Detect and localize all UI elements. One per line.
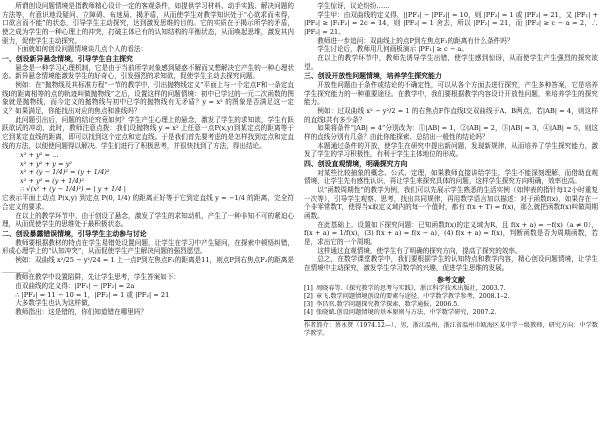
section-heading-3: 三、创设开放性问题情境，培养学生探究能力: [304, 72, 442, 81]
section-1-paragraph: 悬念是一种学习心理机制，它是由于当前所学对象感到疑惑不解而又想解决它产生的一种心理状态。新异悬念情境能激发学生的好奇心，引发强烈的求知欲，促使学生主动去探究问题。: [2, 63, 294, 81]
section-3-paragraph: 本题通过条件的开放，使学生在研究中提出新问题，发现新规律，从而培养了学生探究能力，激发了学生的学习积极性，有利于学生主体地位的形成。: [304, 141, 598, 159]
section-1-summary: 在以上的教学环节中，由于创设了悬念，激发了学生的求知动机，产生了一种非知不可的紧迫心理，从而促使学生的思维处于最积极状态。: [2, 211, 294, 229]
derivation-conclusion: 它表示平面上动点 P(x,y) 到定点 P(0, 1/4) 的距离正好等于它到定直线 y = −1/4 的距离，完全符合定义的要求。: [2, 194, 294, 211]
section-2-paragraph: 教师在教学中设置陷阱，先让学生思考，学生答案如下：: [15, 273, 181, 282]
reference-number: [3]: [304, 301, 313, 309]
section-3-paragraph: 开放性问题由于条件或结论的不确定性，可以从各个方面去进行探究，产生多种答案，它是培养学生探究能力的一种重要途径。在教学中，我们要根据教学内容设计开放性问题，来培养学生的探究能力。: [304, 81, 598, 107]
reference-number: [4]: [304, 309, 313, 317]
references-heading: 参考文献: [437, 275, 465, 284]
equation-line: ∴ √(x² + (y − 1/4)²) = | y + 1/4 |: [20, 184, 126, 193]
intro-lead-paragraph: 下面就如何创设问题情境谈几点个人的看法：: [15, 45, 148, 54]
equation-line: x² + (y − 1/4)² = (y + 1/4)²: [20, 168, 110, 177]
reference-item: [304, 309, 598, 317]
section-2-step: 由双曲线的定义得：|PF₁| − |PF₂| = 2a: [15, 282, 135, 291]
intro-paragraph: 所谓创设问题情境是指教师精心设计一定的客观条件，如提供学习材料、动手实践、解决问题的方法等，有意识地设疑问、立障碍、布迷局、揭矛盾，从而使学生对教学知识处于“心欲求而未得，口欲言而不能”的状态，引导学生主动探究，达到激发思维的目的。它的实质在于揭示所学的矛盾，使之成为学生的一种心理上的冲突，打破主体已有的认知结构的平衡状态，从而唤起思维，激发其内驱力，促使学生主动探究。: [2, 2, 294, 45]
section-2-paragraph: 大多数学生也认为这样做，: [15, 299, 95, 308]
equation-line: x² + y² + y = y²: [20, 159, 72, 168]
continued-paragraph: 学生讨论后，教师用几何画板演示 |PF₁| ≥ c − a。: [317, 45, 468, 54]
section-heading-1: 一、创设新异悬念情境，引导学生自主探究: [2, 54, 133, 63]
section-2-step: ∴ |PF₂| = 11 − 10 = 1，|PF₂| = 1 或 |PF₂| = 21: [15, 290, 170, 299]
section-2-example: 例如：双曲线 x²/25 − y²/24 = 1 上一点P到左焦点F₁的距离是11，则点P到右焦点F₂的距离是________。: [2, 256, 294, 273]
continued-paragraph: 在以上的教学环节中，教师先诱导学生出错，使学生感到惊讶，从而使学生产生强烈的探究欲望。: [304, 53, 598, 71]
section-3-example: 例如：过双曲线 x² − y²/2 = 1 的右焦点F作直线l交双曲线于A、B两点，若|AB| = 4，则这样的直线l共有多少条？: [304, 107, 598, 124]
equation-line: x² + y² = …: [20, 151, 59, 160]
section-heading-4: 四、创设直观情境，明确探究方向: [304, 159, 408, 168]
author-note: 作者简介：蔡永贤（1974.12—），男，浙江温州，浙江省温州市瓯海区某中学一级教师，研究方向：中学数学教学。: [304, 322, 598, 338]
left-column: [2, 2, 294, 423]
section-4-paragraph: 在此基础上，设置如下探究问题：已知函数f(x)的定义域为R，且 f(x + a) = −f(x)（a ≠ 0），f(x + a) = 1/f(x)，(3) f(x + a) = f(x − a)，(4) f(x + a) = f(x)，判断函数是否为周期函数，若是，求出它的一个周期。: [304, 220, 598, 246]
section-2-paragraph: 教师指出：这是错的，你们知道错在哪里吗？: [15, 308, 148, 316]
reference-number: [2]: [304, 293, 313, 301]
section-1-paragraph: 此问题引出后，问题的结论究竟如何？学生产生心理上的悬念，激发了学生的求知欲，学生有跃跃欲试的冲动，此时，教师注意点拨：我们设抛物线 y = x² 上任意一点P(x,y)到某定点的距离等于它到某定直线的距离，即可以找到这个定点和定直线。于是我们首先要考虑的是怎样找到定点和定直线的方法，以便使问题得以解决。学生们进行了积极思考，并很快找到了方法，得出结论。: [2, 115, 294, 150]
equation-line: x² + y² = (y + 1/4)²: [20, 176, 85, 185]
reference-text: 周晓春等.《探究教学的思考与实践》，浙江科学技术出版社，2003.7.: [316, 285, 506, 293]
section-4-paragraph: 这样通过直观情境，使学生有了明确的探究方向，提高了探究的效率。: [317, 246, 522, 255]
section-1-example: 例如：在“抛物线及其标准方程”一节的教学中，引出抛物线定义“平面上与一个定点F和一条定直线l的距离相等的点的轨迹叫做抛物线”之后，设置这样的问题情境：初中已学过的一元二次函数的图象就是抛物线，而今定义的抛物线与初中已学的抛物线有无矛盾？y = x² 的图象是否满足这一定义？如果满足，你能找出对应的焦点和准线吗？: [2, 81, 294, 116]
reference-text: 章飞.数学问题情境创设的要素与途径，中学数学教学参考，2008.1–2.: [316, 293, 510, 301]
section-4-paragraph: 以“函数周期性”的教学为例，我们可以先展示学生熟悉的生活实例（如钟表的指针每12小时重复一次等），引导学生观察、思考，找出共同规律，再用数学语言加以描述：对于函数f(x)，如果存在一个非零常数T，使得当x取定义域内的每一个值时，都有 f(x + T) = f(x)，那么就把函数f(x)叫做周期函数。: [304, 186, 598, 221]
section-4-paragraph: 对某些比较抽象的概念、公式、定理，如果教师直接讲给学生，学生不能深刻理解，而借助直观情境，让学生先有感性认识，再让学生来探究具体的问题，这样学生探究方向明确，效率也高。: [304, 168, 598, 186]
reference-text: 张晓斌.创设问题情境的基本原则与方法，中学数学研究，2007.2.: [316, 309, 497, 317]
continued-paragraph: 学生甲：由双曲线的定义得，||PF₁| − |PF₂|| = 10，则 |PF₂| = 1 或 |PF₂| = 21，又 |PF₁| + |PF₂| ≥ |F₁F₂| = 2c = 14，则 |PF₂| = 1 舍去，所以 |PF₂| = 21，而 |PF₂| ≥ c − a = 2，∴ |PF₂| = 21。: [304, 10, 598, 36]
section-heading-2: 二、创设暴露错误情境，引导学生主动参与讨论: [2, 229, 147, 238]
reference-text: 李昌官.数学问题探究教学探索，数学通报，2006.5.: [316, 301, 460, 309]
derivation-block: [2, 151, 294, 193]
continued-paragraph: 学生惊讶，议论纷纷……: [317, 2, 390, 10]
continued-paragraph: 教师进一步追问：双曲线上的点P到左焦点F₁的距离有什么条件吗？: [317, 36, 514, 45]
references-list: [304, 285, 598, 317]
right-column: [304, 2, 598, 423]
conclusion-paragraph: 总之，在数学课堂教学中，我们要根据学生的认知特点和教学内容，精心创设问题情境，让学生在情境中主动探究，激发学生学习数学的兴趣，促进学生思维的发展。: [304, 255, 598, 272]
reference-number: [1]: [304, 285, 313, 293]
section-2-paragraph: 教师要根据教材的特点在学生易错处设置问题，让学生在学习中产生疑问，在探索中顿悟纠错，形成心理学上的“认知冲突”，从而促使学生产生解决问题的强烈愿望。: [2, 238, 294, 256]
section-3-paragraph: 如果将条件“|AB| = 4”分别改为：①|AB| = 1，②|AB| = 2，③|AB| = 3，④|AB| = 5，则这样的直线分别有几条？由此你能探索、总结出一般性的结论吗？: [304, 124, 598, 141]
